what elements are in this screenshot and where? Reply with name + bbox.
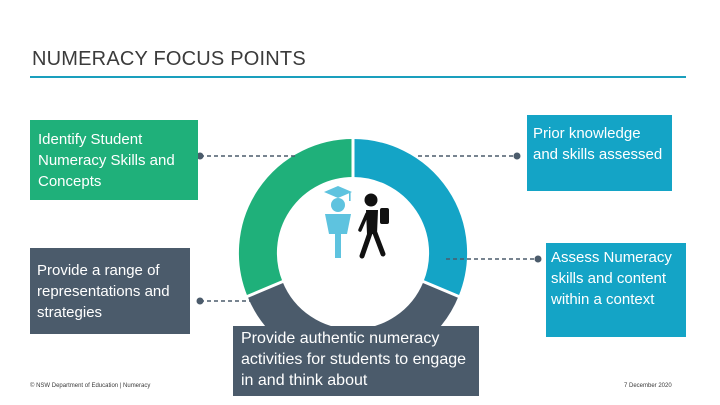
box-assess-context: Assess Numeracy skills and content within a context xyxy=(546,243,686,337)
box-prior-knowledge: Prior knowledge and skills assessed xyxy=(527,115,672,191)
graduate-student-icon xyxy=(324,186,352,258)
connector-dot-assess xyxy=(535,256,542,263)
box-identify-skills: Identify Student Numeracy Skills and Concepts xyxy=(30,120,198,200)
box-representations: Provide a range of representations and strategies xyxy=(30,248,190,334)
footer-date: 7 December 2020 xyxy=(624,383,672,389)
footer-copyright: © NSW Department of Education | Numeracy xyxy=(30,383,151,389)
connector-dot-prior xyxy=(514,153,521,160)
walking-student-icon xyxy=(360,194,389,257)
slide-title: NUMERACY FOCUS POINTS xyxy=(32,48,306,70)
connector-dot-representations xyxy=(197,298,204,305)
box-authentic-activities: Provide authentic numeracy activities for students to engage in and think about xyxy=(233,326,479,396)
